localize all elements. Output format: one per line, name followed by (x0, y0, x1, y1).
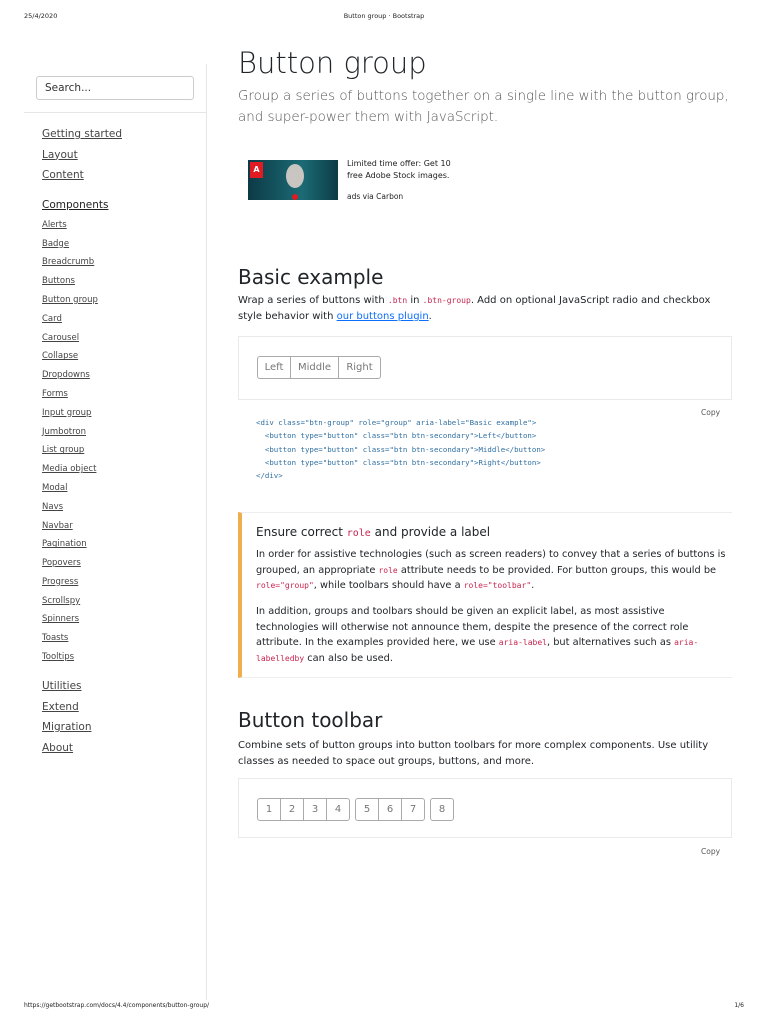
button-toolbar-heading: Button toolbar (238, 708, 383, 732)
sidebar-item-alerts[interactable]: Alerts (42, 219, 67, 230)
text-part: and provide a label (370, 525, 491, 539)
text-part: Ensure correct (256, 525, 347, 539)
text-part: Wrap a series of buttons with (238, 295, 388, 306)
text-part: . (428, 311, 432, 322)
sidebar-item-modal[interactable]: Modal (42, 482, 68, 493)
callout-title (256, 525, 490, 539)
inline-code: role="toolbar" (463, 581, 532, 590)
sidebar-item-getting-started[interactable]: Getting started (42, 128, 122, 140)
text-part: . (531, 580, 535, 591)
ad-text[interactable]: Limited time offer: Get 10 free Adobe Stock images. (347, 159, 451, 180)
sidebar-item-collapse[interactable]: Collapse (42, 351, 79, 362)
adobe-logo-icon: A (250, 162, 263, 178)
sidebar-item-buttons[interactable]: Buttons (42, 276, 75, 287)
sidebar-item-navbar[interactable]: Navbar (42, 520, 73, 531)
toolbar-button[interactable]: 2 (280, 798, 304, 821)
sidebar-item-dropdowns[interactable]: Dropdowns (42, 370, 90, 381)
copy-button[interactable]: Copy (701, 847, 721, 856)
callout-paragraph-1 (256, 547, 726, 594)
sidebar-item-breadcrumb[interactable]: Breadcrumb (42, 257, 95, 268)
search-input[interactable] (36, 76, 194, 100)
toolbar-button[interactable]: 8 (430, 798, 454, 821)
sidebar-item-components[interactable]: Components (42, 199, 109, 212)
left-button[interactable]: Left (257, 356, 291, 379)
inline-code: role (378, 565, 398, 575)
search-area (24, 64, 206, 113)
text-part: In addition, groups and toolbars should be given an explicit label, as most assistive technologies will otherwise not announce them, despite the presence of the correct role attribute. In the examples provided here, we use (256, 606, 689, 648)
portrait-image (286, 164, 304, 188)
sidebar-item-pagination[interactable]: Pagination (42, 539, 87, 550)
ad-via[interactable]: ads via Carbon (347, 192, 404, 201)
print-date: 25/4/2020 (24, 12, 58, 20)
sidebar-item-tooltips[interactable]: Tooltips (42, 652, 75, 663)
accessibility-callout (238, 512, 732, 678)
inline-code: aria-labelledby (256, 638, 699, 663)
top-links (42, 124, 122, 186)
sidebar-item-popovers[interactable]: Popovers (42, 558, 81, 569)
ad-dot-icon (292, 194, 298, 200)
page-title: Button group (238, 46, 427, 80)
sidebar-item-media-object[interactable]: Media object (42, 464, 97, 475)
basic-example-heading: Basic example (238, 265, 384, 289)
text-part: can also be used. (304, 652, 393, 664)
sidebar-item-carousel[interactable]: Carousel (42, 332, 80, 343)
text-part: . Add on optional JavaScript radio and checkbox style behavior with (238, 295, 711, 322)
text-part: In order for assistive technologies (such as screen readers) to convey that a series of buttons is grouped, an appropriate (256, 549, 726, 576)
basic-button-group (257, 356, 381, 379)
sidebar (24, 64, 207, 1000)
buttons-plugin-link[interactable]: our buttons plugin (336, 311, 429, 322)
code-line: <div class="btn-group" role="group" aria-label="Basic example"> (256, 418, 537, 427)
sidebar-item-jumbotron[interactable]: Jumbotron (42, 426, 86, 437)
sidebar-item-spinners[interactable]: Spinners (42, 614, 80, 625)
toolbar-button[interactable]: 7 (401, 798, 425, 821)
toolbar-group-3 (430, 798, 454, 821)
callout-paragraph-2 (256, 604, 726, 666)
code-line: <button type="button" class="btn btn-secondary">Right</button> (256, 457, 541, 467)
middle-button[interactable]: Middle (290, 356, 339, 379)
print-page-number: 1/6 (734, 1002, 744, 1009)
page-lead: Group a series of buttons together on a single line with the button group, and super-power them with JavaScript. (238, 89, 729, 125)
code-block (256, 416, 545, 482)
text-part: in (407, 295, 423, 306)
sidebar-item-progress[interactable]: Progress (42, 576, 79, 587)
component-links (42, 216, 122, 667)
toolbar-group-2 (355, 798, 425, 821)
toolbar-button[interactable]: 6 (378, 798, 402, 821)
text-part: attribute needs to be provided. For button groups, this would be (397, 564, 717, 576)
inline-code: .btn (387, 296, 408, 305)
sidebar-item-toasts[interactable]: Toasts (42, 633, 69, 644)
toolbar-button[interactable]: 3 (303, 798, 327, 821)
sidebar-item-badge[interactable]: Badge (42, 238, 70, 249)
toolbar-group-1 (257, 798, 350, 821)
sidebar-nav (42, 124, 122, 768)
text-part: , while toolbars should have a (313, 580, 464, 591)
sidebar-item-list-group[interactable]: List group (42, 445, 85, 456)
sidebar-item-card[interactable]: Card (42, 313, 62, 324)
print-title: Button group · Bootstrap (343, 12, 425, 20)
inline-code: .btn-group (422, 296, 471, 305)
sidebar-item-forms[interactable]: Forms (42, 388, 68, 399)
sidebar-item-about[interactable]: About (42, 741, 74, 754)
toolbar-button[interactable]: 1 (257, 798, 281, 821)
sidebar-item-utilities[interactable]: Utilities (42, 679, 82, 692)
button-toolbar-text: Combine sets of button groups into button toolbars for more complex components. Use utility classes as needed to space out groups, buttons, and more. (238, 740, 709, 767)
text-part: , but alternatives such as (546, 637, 675, 648)
sidebar-item-content[interactable]: Content (42, 169, 84, 182)
toolbar-example-preview (238, 778, 732, 838)
ad-image[interactable] (248, 160, 338, 200)
sidebar-item-button-group[interactable]: Button group (42, 294, 98, 305)
code-line: <button type="button" class="btn btn-secondary">Middle</button> (256, 444, 546, 454)
basic-example-preview (238, 336, 732, 400)
toolbar-button[interactable]: 5 (355, 798, 379, 821)
bottom-links (42, 676, 122, 759)
sidebar-item-navs[interactable]: Navs (42, 501, 64, 512)
right-button[interactable]: Right (338, 356, 381, 379)
sidebar-item-migration[interactable]: Migration (42, 721, 92, 734)
code-line: </div> (256, 471, 283, 481)
inline-code: aria-label (498, 638, 547, 647)
sidebar-item-extend[interactable]: Extend (42, 700, 79, 713)
toolbar-button[interactable]: 4 (326, 798, 350, 821)
copy-button[interactable]: Copy (701, 408, 721, 417)
code-line: <button type="button" class="btn btn-secondary">Left</button> (256, 431, 537, 441)
sidebar-item-input-group[interactable]: Input group (42, 407, 92, 418)
basic-example-text (238, 293, 732, 325)
sidebar-item-layout[interactable]: Layout (42, 148, 78, 161)
sidebar-item-scrollspy[interactable]: Scrollspy (42, 595, 81, 606)
inline-code: role="group" (256, 581, 314, 590)
print-url: https://getbootstrap.com/docs/4.4/components/button-group/ (24, 1002, 210, 1009)
inline-code: role (346, 528, 371, 539)
